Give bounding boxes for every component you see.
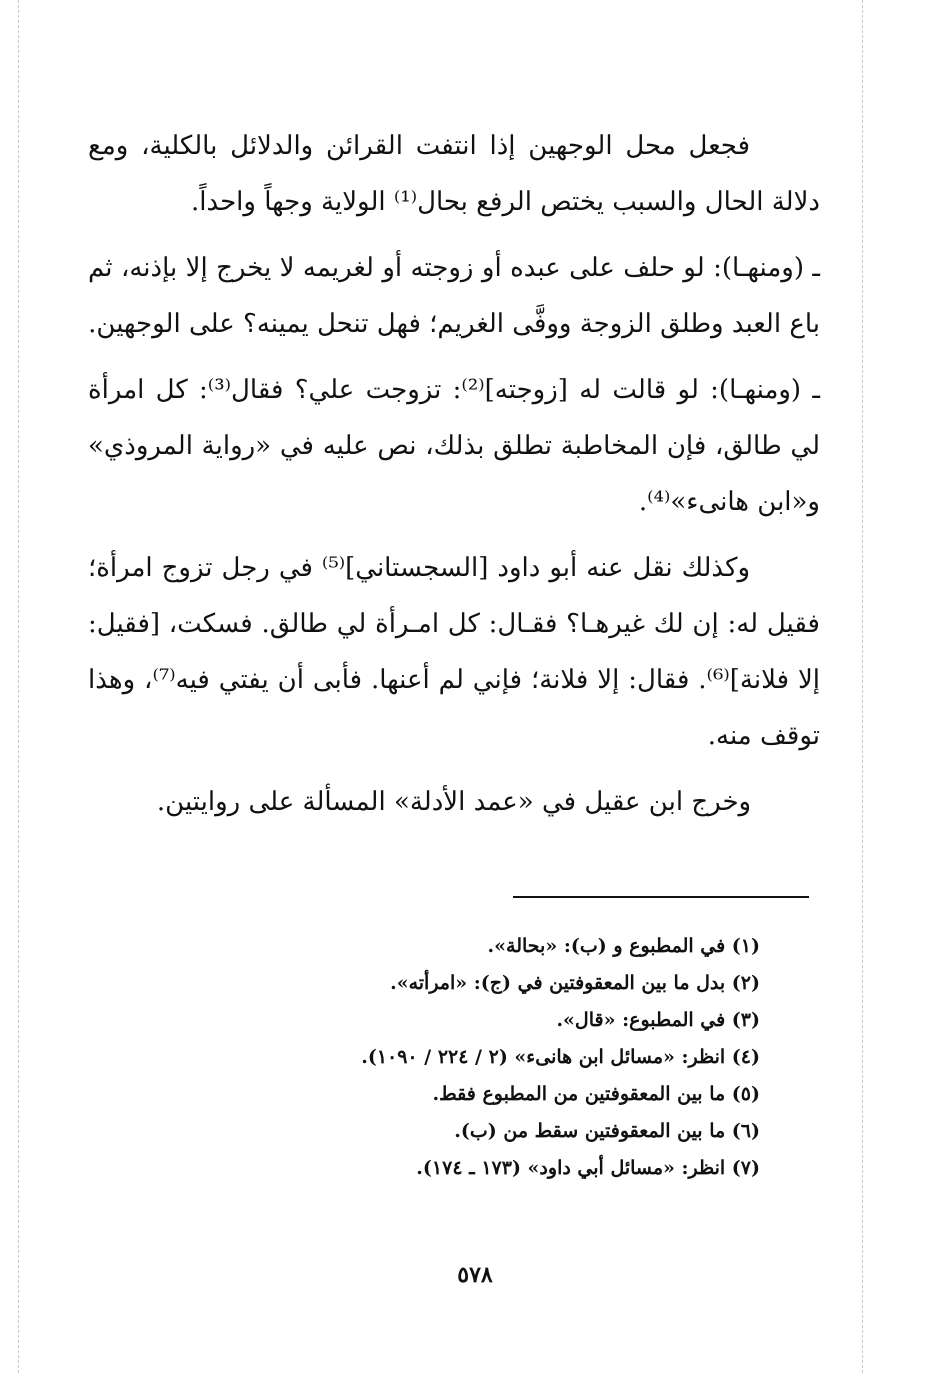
margin-guide-left [18, 0, 19, 1373]
paragraph-3: ـ (ومنهـا): لو قالت له [زوجته]⁽²⁾: تزوجت علي؟ فقال⁽³⁾: كل امرأة لي طالق، فإن المخاطبة تطلق بذلك، نص عليه في «رواية المروذي» و«ابن هانىء»⁽⁴⁾. [88, 375, 820, 517]
footnote-6: (٦) ما بين المعقوفتين سقط من (ب). [454, 1120, 760, 1142]
footnote-3: (٣) في المطبوع: «قال». [556, 1009, 760, 1031]
footnote-1: (١) في المطبوع و (ب): «بحالة». [487, 935, 760, 957]
footnote-5: (٥) ما بين المعقوفتين من المطبوع فقط. [432, 1083, 760, 1105]
paragraph-4: وكذلك نقل عنه أبو داود [السجستاني]⁽⁵⁾ في رجل تزوج امرأة؛ فقيل له: إن لك غيرهـا؟ فقـال: كل امـرأة لي طالق. فسكت، [فقيل: إلا فلانة]⁽⁶⁾. فقال: إلا فلانة؛ فإني لم أعنها. فأبى أن يفتي فيه⁽⁷⁾، وهذا توقف منه. [88, 553, 821, 751]
paragraph-1: فجعل محل الوجهين إذا انتفت القرائن والدلائل بالكلية، ومع دلالة الحال والسبب يختص الرفع بحال⁽¹⁾ الولاية وجهاً واحداً. [88, 131, 820, 217]
footnote-2: (٢) بدل ما بين المعقوفتين في (ج): «امرأته». [390, 972, 760, 994]
footnote-separator [513, 896, 809, 898]
paragraph-2: ـ (ومنهـا): لو حلف على عبده أو زوجته أو لغريمه لا يخرج إلا بإذنه، ثم باع العبد وطلق الزوجة ووفَّى الغريم؛ فهل تنحل يمينه؟ على الوجهين. [88, 253, 820, 339]
paragraph-5: وخرج ابن عقيل في «عمد الأدلة» المسألة على روايتين. [156, 787, 752, 817]
main-text [88, 118, 820, 840]
footnotes [200, 928, 760, 1187]
footnote-4: (٤) انظر: «مسائل ابن هانىء» (٢ / ٢٢٤ / ١٠٩٠). [361, 1046, 760, 1068]
margin-guide-right [862, 0, 863, 1373]
footnote-7: (٧) انظر: «مسائل أبي داود» (١٧٣ ـ ١٧٤). [416, 1157, 760, 1179]
page-number: ٥٧٨ [457, 1262, 493, 1288]
